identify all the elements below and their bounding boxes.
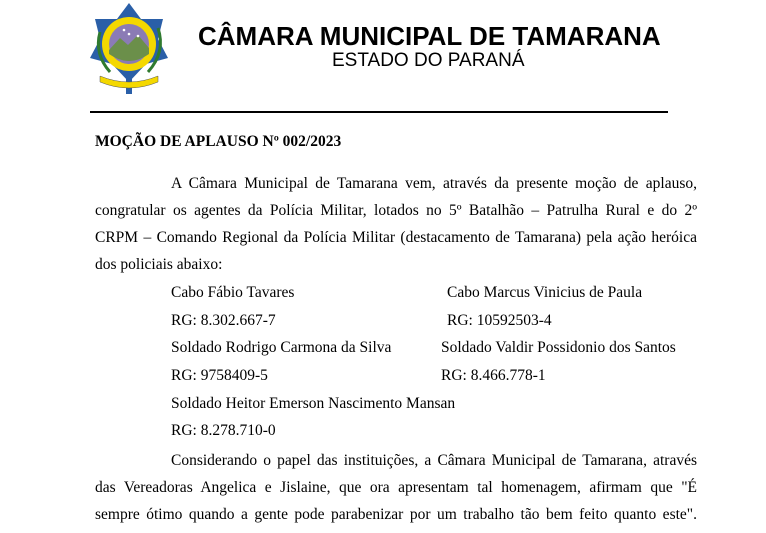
officer-rg: RG: 8.278.710-0	[171, 422, 276, 439]
officer-rg: RG: 8.302.667-7	[171, 312, 276, 329]
officer-name: Soldado Valdir Possidonio dos Santos	[441, 339, 676, 356]
intro-line: dos policiais abaixo:	[95, 256, 223, 273]
document-heading: MOÇÃO DE APLAUSO Nº 002/2023	[95, 133, 342, 150]
page-subtitle: ESTADO DO PARANÁ	[332, 50, 525, 71]
intro-line: congratular os agentes da Polícia Militar, lotados no 5º Batalhão – Patrulha Rural e do 2º	[95, 202, 697, 219]
closing-line: das Vereadoras Angelica e Jislaine, que ora apresentam tal homenagem, afirmam que "É	[95, 479, 697, 496]
closing-line: Considerando o papel das instituições, a Câmara Municipal de Tamarana, através	[171, 452, 697, 469]
officer-name: Soldado Heitor Emerson Nascimento Mansan	[171, 395, 456, 412]
intro-line: CRPM – Comando Regional da Polícia Militar (destacamento de Tamarana) pela ação heróica	[95, 229, 697, 246]
officer-name: Cabo Fábio Tavares	[171, 284, 295, 301]
officer-name: Cabo Marcus Vinicius de Paula	[447, 284, 643, 301]
officer-rg: RG: 8.466.778-1	[441, 367, 546, 384]
officer-rg: RG: 10592503-4	[447, 312, 552, 329]
closing-line: sempre ótimo quando a gente pode parabenizar por um trabalho tão bem feito quanto este".	[95, 506, 697, 523]
coat-of-arms-logo	[88, 2, 170, 96]
officer-rg: RG: 9758409-5	[171, 367, 268, 384]
intro-line: A Câmara Municipal de Tamarana vem, através da presente moção de aplauso,	[171, 175, 697, 192]
header-divider	[90, 111, 668, 113]
page-title: CÂMARA MUNICIPAL DE TAMARANA	[198, 21, 661, 51]
officer-name: Soldado Rodrigo Carmona da Silva	[171, 339, 392, 356]
